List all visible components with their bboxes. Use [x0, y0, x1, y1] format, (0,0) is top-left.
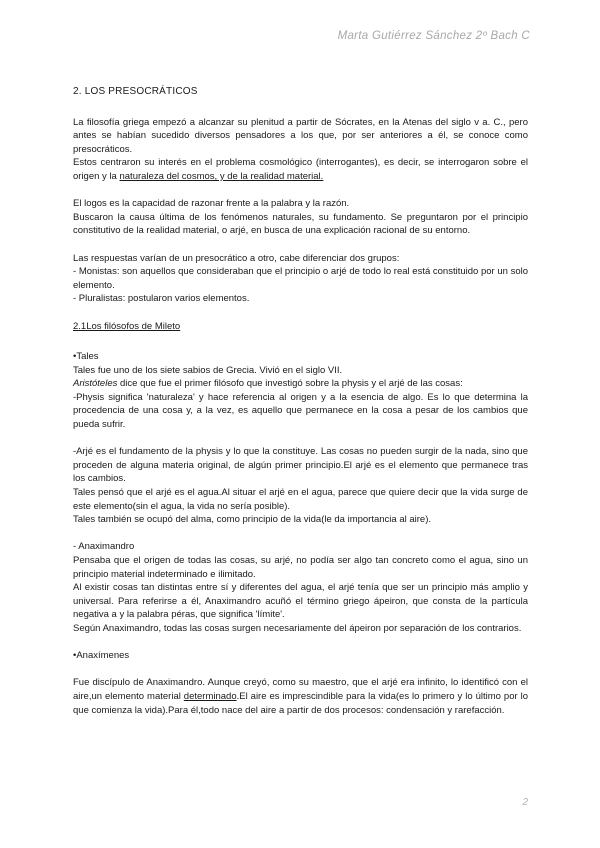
intro-paragraph-2-text: Estos centraron su interés en el problema cosmológico (interrogantes), es decir, se interrogaron sobre el origen y la [73, 157, 528, 182]
intro-paragraph-2 [73, 156, 528, 183]
subsection-title-mileto: 2.1Los filósofos de Mileto [73, 320, 181, 332]
anaximandro-heading: - Anaximandro [73, 541, 135, 553]
anaximenes-paragraph-1 [73, 676, 528, 717]
tales-paragraph-4: -Arjé es el fundamento de la physis y lo que la constituye. Las cosas no pueden surgir de la nada, sino que proceden de alguna materia original, de algún primer principio.El arjé es el elemento que permanece tras los cambios. [73, 446, 528, 485]
tales-paragraph-5: Tales pensó que el arjé es el agua.Al situar el arjé en el agua, parece que quiere decir que la vida surge de este elemento(sin el agua, la vida no sería posible). [73, 487, 528, 512]
anaximenes-paragraph-1-underlined: determinado [183, 690, 237, 702]
intro-paragraph-7: - Pluralistas: postularon varios elementos. [73, 293, 250, 305]
intro-paragraph-5: Las respuestas varían de un presocrático a otro, cabe diferenciar dos grupos: [73, 252, 400, 264]
anaximandro-paragraph-2: Al existir cosas tan distintas entre sí y diferentes del agua, el arjé tenía que ser un principio más amplio y universal. Para referirse a él, Anaximandro acuñó el término griego ápeiron, que consta de la partícula negativa a y la palabra péras, que significa 'límite'. [73, 582, 528, 621]
tales-paragraph-6: Tales también se ocupó del alma, como principio de la vida(le da importancia al aire). [73, 514, 432, 526]
tales-paragraph-2-italic: Aristóteles [73, 378, 118, 390]
intro-paragraph-1: La filosofía griega empezó a alcanzar su plenitud a partir de Sócrates, en la Atenas del siglo v a. C., pero antes se habían sucedido diversos pensadores a los que, por ser anteriores a él, se conoce como presocráticos. [73, 116, 528, 155]
anaximenes-paragraph-1-text-a: Fue discípulo de Anaximandro. Aunque creyó, como su maestro, que el arjé era infinito, lo identificó con el aire,un elemento material [73, 677, 528, 702]
tales-paragraph-2 [73, 377, 528, 391]
anaximenes-paragraph-1-text-b: .El aire es imprescindible para la vida(es lo primero y lo último por lo que comienza la vida).Para él,todo nace del aire a partir de dos procesos: condensación y rarefacción. [73, 690, 528, 716]
anaximandro-paragraph-1: Pensaba que el origen de todas las cosas, su arjé, no podía ser algo tan concreto como el agua, sino un principio material indeterminado e ilimitado. [73, 555, 528, 580]
tales-paragraph-3: -Physis significa 'naturaleza' y hace referencia al origen y a la esencia de algo. Es lo que determina la procedencia de una cosa y, a la vez, es aquello que permanece en la cosa a pesar de los cambios que pueda sufrir. [73, 391, 528, 431]
anaximandro-paragraph-3: Según Anaximandro, todas las cosas surgen necesariamente del ápeiron por separación de los contrarios. [73, 622, 522, 634]
intro-paragraph-2-underlined: naturaleza del cosmos, y de la realidad material. [119, 170, 324, 182]
tales-paragraph-1: Tales fue uno de los siete sabios de Grecia. Vivió en el siglo VII. [73, 364, 343, 376]
section-title: 2. LOS PRESOCRÁTICOS [73, 86, 198, 97]
intro-paragraph-3: El logos es la capacidad de razonar frente a la palabra y la razón. [73, 198, 350, 210]
tales-heading: •Tales [73, 351, 99, 363]
anaximenes-heading: •Anaxímenes [73, 650, 130, 662]
tales-paragraph-2-text: dice que fue el primer filósofo que investigó sobre la physis y el arjé de las cosas: [117, 378, 463, 390]
intro-paragraph-4: Buscaron la causa última de los fenómenos naturales, su fundamento. Se preguntaron por el principio constitutivo de la realidad material, o arjé, en busca de una explicación racional de su entorno. [73, 211, 528, 237]
page-number: 2 [522, 797, 528, 808]
document-body [73, 85, 528, 717]
document-header: Marta Gutiérrez Sánchez 2º Bach C [337, 30, 530, 42]
intro-paragraph-6: - Monistas: son aquellos que consideraban que el principio o arjé de todo lo real está constituido por un solo elemento. [73, 266, 528, 291]
